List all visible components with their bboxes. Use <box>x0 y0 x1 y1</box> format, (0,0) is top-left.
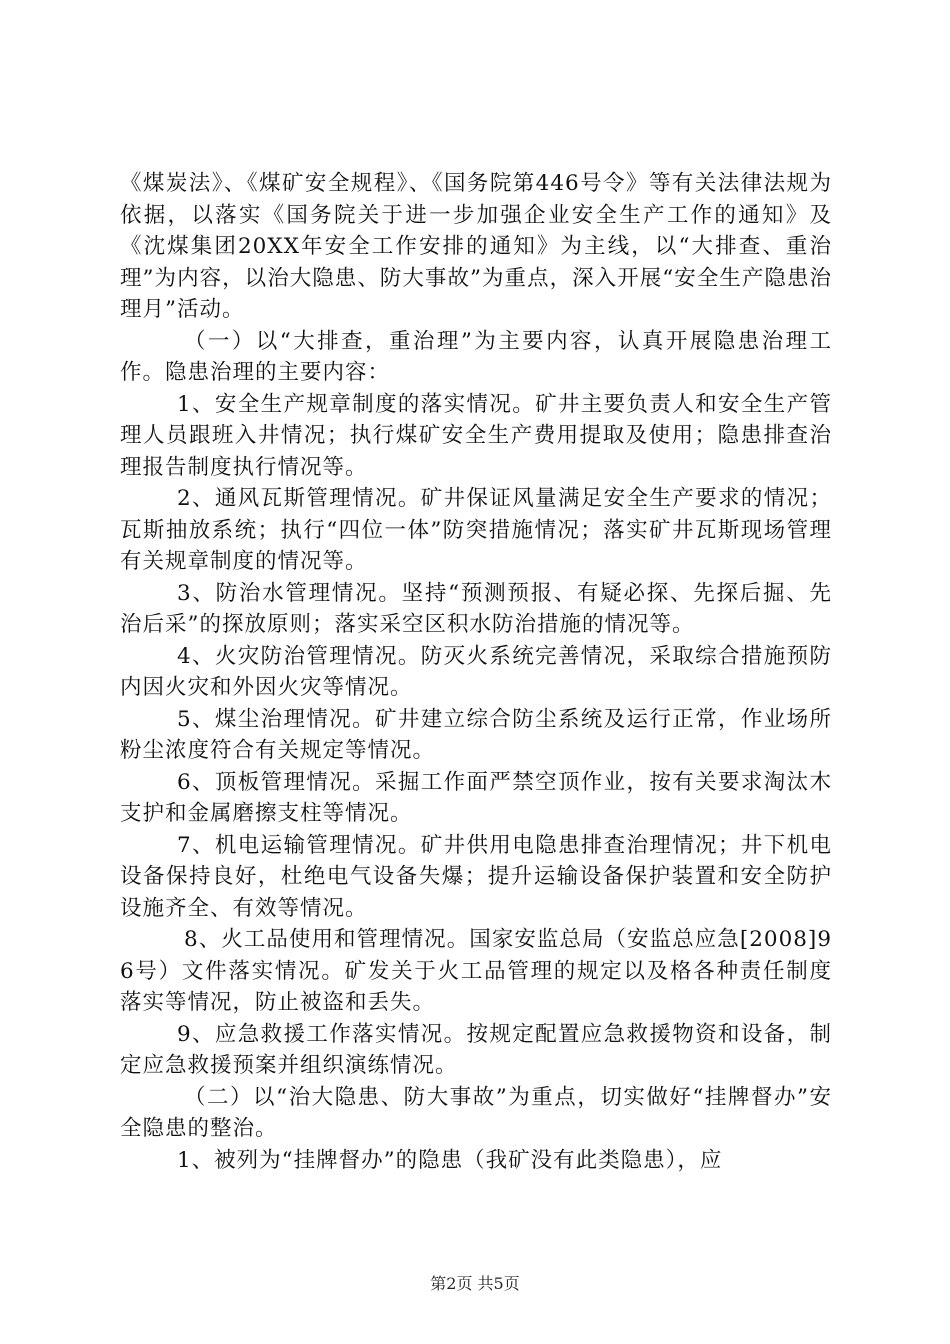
document-body <box>120 168 832 1176</box>
paragraph-section-two-heading: （二）以“治大隐患、防大事故”为重点，切实做好“挂牌督办”安全隐患的整治。 <box>120 1084 832 1141</box>
paragraph-section-one-heading: （一）以“大排查，重治理”为主要内容，认真开展隐患治理工作。隐患治理的主要内容： <box>120 328 832 385</box>
page-footer <box>0 1274 950 1294</box>
paragraph-item-5: 5、煤尘治理情况。矿井建立综合防尘系统及运行正常，作业场所粉尘浓度符合有关规定等情况。 <box>120 706 832 763</box>
paragraph-item-3: 3、防治水管理情况。坚持“预测预报、有疑必探、先探后掘、先治后采”的探放原则；落实采空区积水防治措施的情况等。 <box>120 580 832 637</box>
paragraph-item-8: 8、火工品使用和管理情况。国家安监总局（安监总应急[2008]96号）文件落实情况。矿发关于火工品管理的规定以及格各种责任制度落实等情况，防止被盗和丢失。 <box>120 927 832 1015</box>
page-number-label: 第2页 共5页 <box>430 1274 520 1293</box>
paragraph-item-7: 7、机电运输管理情况。矿井供用电隐患排查治理情况；井下机电设备保持良好，杜绝电气设备失爆；提升运输设备保护装置和安全防护设施齐全、有效等情况。 <box>120 832 832 921</box>
paragraph-item-4: 4、火灾防治管理情况。防灭火系统完善情况，采取综合措施预防内因火灾和外因火灾等情况。 <box>120 643 832 700</box>
paragraph-item-9: 9、应急救援工作落实情况。按规定配置应急救援物资和设备，制定应急救援预案并组织演练情况。 <box>120 1021 832 1078</box>
paragraph-legal-basis: 《煤炭法》、《煤矿安全规程》、《国务院第446号令》等有关法律法规为依据，以落实《国务院关于进一步加强企业安全生产工作的通知》及《沈煤集团20XX年安全工作安排的通知》为主线，以“大排查、重治理”为内容，以治大隐患、防大事故”为重点，深入开展“安全生产隐患治理月”活动。 <box>120 171 832 322</box>
paragraph-section-two-item-1: 1、被列为“挂牌督办”的隐患（我矿没有此类隐患），应 <box>177 1147 723 1173</box>
paragraph-item-2: 2、通风瓦斯管理情况。矿井保证风量满足安全生产要求的情况；瓦斯抽放系统；执行“四位一体”防突措施情况；落实矿井瓦斯现场管理有关规章制度的情况等。 <box>120 486 832 574</box>
paragraph-item-6: 6、顶板管理情况。采掘工作面严禁空顶作业，按有关要求淘汰木支护和金属磨擦支柱等情况。 <box>120 769 832 826</box>
paragraph-item-1: 1、安全生产规章制度的落实情况。矿井主要负责人和安全生产管理人员跟班入井情况；执行煤矿安全生产费用提取及使用；隐患排查治理报告制度执行情况等。 <box>120 391 832 480</box>
